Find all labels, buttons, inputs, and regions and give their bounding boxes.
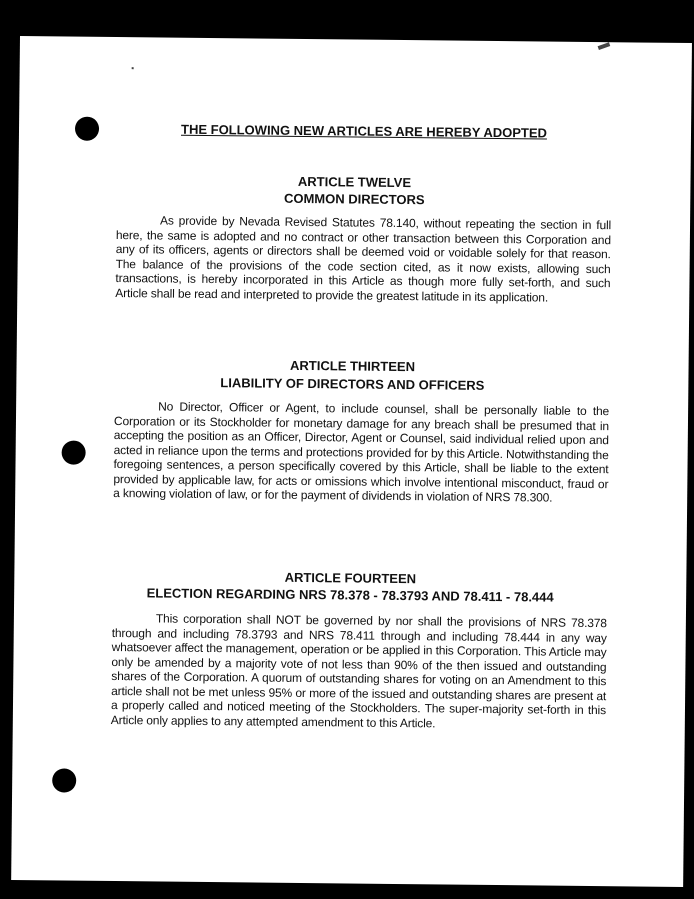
punch-hole-bottom xyxy=(52,768,76,792)
punch-hole-middle xyxy=(62,440,86,464)
article-12-body: As provide by Nevada Revised Statutes 78.140, without repeating the section in full here, the same is adopted and no contract or other transaction between this Corporation and any of its officers, agents or directors shall be deemed void or voidable solely for that reason. The balance of the provisions of the code section cited, as it now exists, allowing such transactions, is hereby incorporated in this Article as though more fully set-forth, and such Article shall be read and interpreted to provide the greatest latitude in its application. xyxy=(115,213,612,305)
article-12-number: ARTICLE TWELVE xyxy=(297,173,412,191)
article-14-body: This corporation shall NOT be governed by nor shall the provisions of NRS 78.378 through and including 78.3793 and NRS 78.411 through and including 78.444 in any way whatsoever affect the management, operation or be applied in this Corporation. This Article may only be amended by a majority vote of not less than 90% of the then issued and outstanding shares of the Corporation. A quorum of outstanding shares for voting on an Amendment to this article shall not be met unless 95% or more of the issued and outstanding shares are present at a properly called and noticed meeting of the Stockholders. The super-majority set-forth in this Article only applies to any attempted amendment to this Article. xyxy=(110,611,607,730)
article-13-number: ARTICLE THIRTEEN xyxy=(290,357,416,375)
scan-speck xyxy=(132,67,134,69)
scan-speck xyxy=(598,42,611,50)
article-14-number: ARTICLE FOURTEEN xyxy=(284,569,417,587)
document-page xyxy=(11,36,692,887)
article-13-body: No Director, Officer or Agent, to include counsel, shall be personally liable to the Corporation or its Stockholder for monetary damage for any breach shall be presumed that in accepting the position as an Officer, Director, Agent or Counsel, said individual relied upon and acted in reliance upon the terms and protections provided for by this Article. Notwithstanding the foregoing sentences, a person specifically covered by this Article, shall be liable to the extent provided by applicable law, for acts or omissions which involve intentional misconduct, fraud or a knowing violation of law, or for the payment of dividends in violation of NRS 78.300. xyxy=(113,399,610,505)
article-12-title: COMMON DIRECTORS xyxy=(283,190,425,208)
article-14-title: ELECTION REGARDING NRS 78.378 - 78.3793 AND 78.411 - 78.444 xyxy=(146,585,554,605)
main-title: THE FOLLOWING NEW ARTICLES ARE HEREBY ADOPTED xyxy=(180,121,548,141)
article-13-title: LIABILITY OF DIRECTORS AND OFFICERS xyxy=(220,375,485,393)
